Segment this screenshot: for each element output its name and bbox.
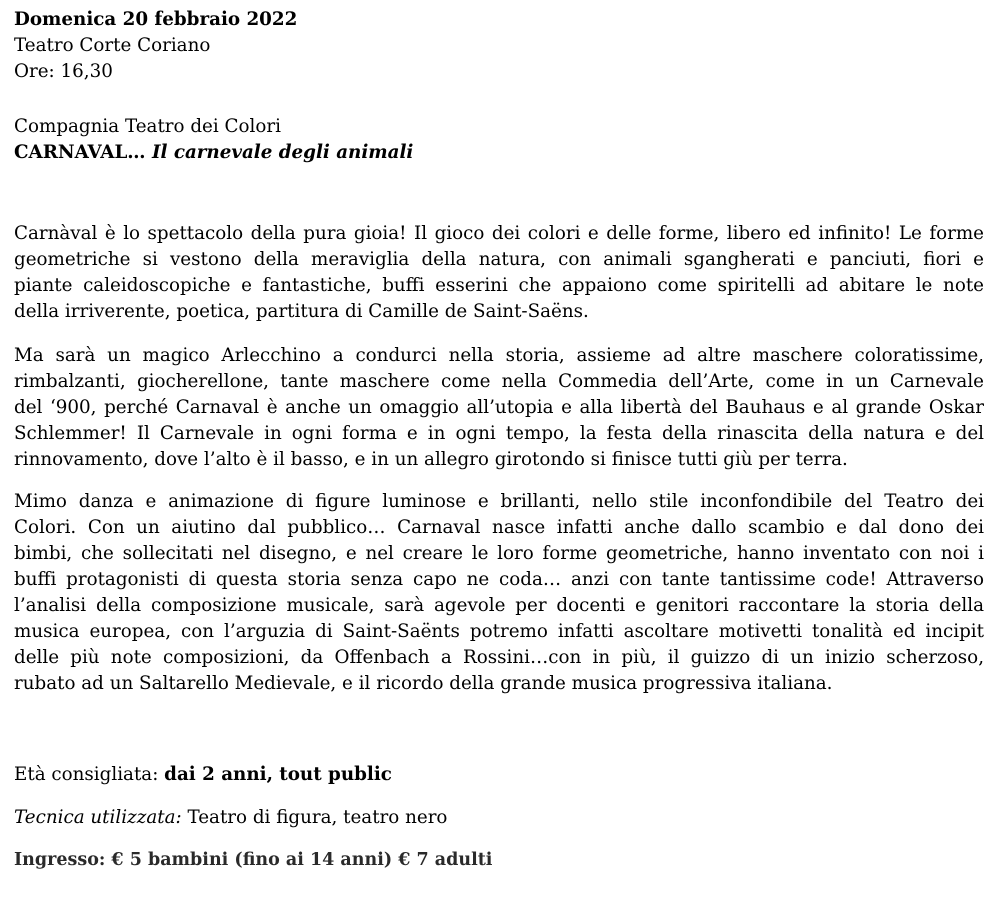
paragraph-line: l’analisi della composizione musicale, sarà agevole per docenti e genitori raccontare la storia della	[14, 595, 984, 616]
paragraph-3	[14, 489, 984, 697]
paragraph-line: del ‘900, perché Carnaval è anche un omaggio all’utopia e alla libertà del Bauhaus e al grande Oskar	[14, 397, 984, 418]
paragraph-line: Colori. Con un aiutino dal pubblico… Carnaval nasce infatti anche dallo scambio e dal dono dei	[14, 517, 984, 538]
event-time: Ore: 16,30	[14, 61, 113, 82]
paragraph-line: buffi protagonisti di questa storia senza capo ne coda… anzi con tante tantissime code! Attraverso	[14, 569, 984, 590]
entry-text: Ingresso: € 5 bambini (fino ai 14 anni) € 7 adulti	[14, 850, 493, 870]
paragraph-line: Mimo danza e animazione di figure luminose e brillanti, nello stile inconfondibile del Teatro dei	[14, 491, 984, 512]
paragraph-1	[14, 221, 984, 325]
technique-value: Teatro di figura, teatro nero	[181, 807, 448, 828]
show-title-caps: CARNAVAL…	[14, 142, 146, 163]
event-date: Domenica 20 febbraio 2022	[14, 9, 298, 30]
show-header	[14, 114, 984, 166]
age-value: dai 2 anni, tout public	[164, 764, 392, 785]
paragraph-line: rinnovamento, dove l’alto è il basso, e in un allegro girotondo si finisce tutti giù per terra.	[14, 449, 848, 470]
entry-price	[14, 847, 984, 873]
paragraph-line: musica europea, con l’arguzia di Saint-Saënts potremo infatti ascoltare motivetti tonalità ed incipit	[14, 621, 984, 642]
show-title	[14, 140, 984, 166]
age-label: Età consigliata:	[14, 764, 165, 785]
paragraph-line: geometriche si vestono della meraviglia della natura, con animali sgangherati e panciuti, fiori e	[14, 249, 984, 270]
event-venue: Teatro Corte Coriano	[14, 35, 211, 56]
paragraph-line: piante caleidoscopiche e fantastiche, buffi esserini che appaiono come spiritelli ad abitare le note	[14, 275, 984, 296]
age-recommendation	[14, 762, 984, 788]
paragraph-line: della irriverente, poetica, partitura di Camille de Saint-Saëns.	[14, 301, 589, 322]
paragraph-2	[14, 343, 984, 473]
show-title-italic: Il carnevale degli animali	[151, 142, 414, 163]
technique	[14, 805, 984, 831]
paragraph-line: Carnàval è lo spettacolo della pura gioia! Il gioco dei colori e delle forme, libero ed infinito! Le forme	[14, 223, 984, 244]
company-name: Compagnia Teatro dei Colori	[14, 116, 281, 137]
paragraph-line: Schlemmer! Il Carnevale in ogni forma e in ogni tempo, la festa della rinascita della natura e del	[14, 423, 984, 444]
paragraph-line: bimbi, che sollecitati nel disegno, e nel creare le loro forme geometriche, hanno inventato con noi i	[14, 543, 984, 564]
event-header	[14, 7, 984, 85]
paragraph-line: rimbalzanti, giocherellone, tante maschere come nella Commedia dell’Arte, come in un Carnevale	[14, 371, 984, 392]
paragraph-line: delle più note composizioni, da Offenbach a Rossini…con in più, il guizzo di un inizio scherzoso,	[14, 647, 984, 668]
paragraph-line: rubato ad un Saltarello Medievale, e il ricordo della grande musica progressiva italiana.	[14, 673, 833, 694]
technique-label: Tecnica utilizzata:	[14, 807, 182, 828]
paragraph-line: Ma sarà un magico Arlecchino a condurci nella storia, assieme ad altre maschere coloratissime,	[14, 345, 984, 366]
